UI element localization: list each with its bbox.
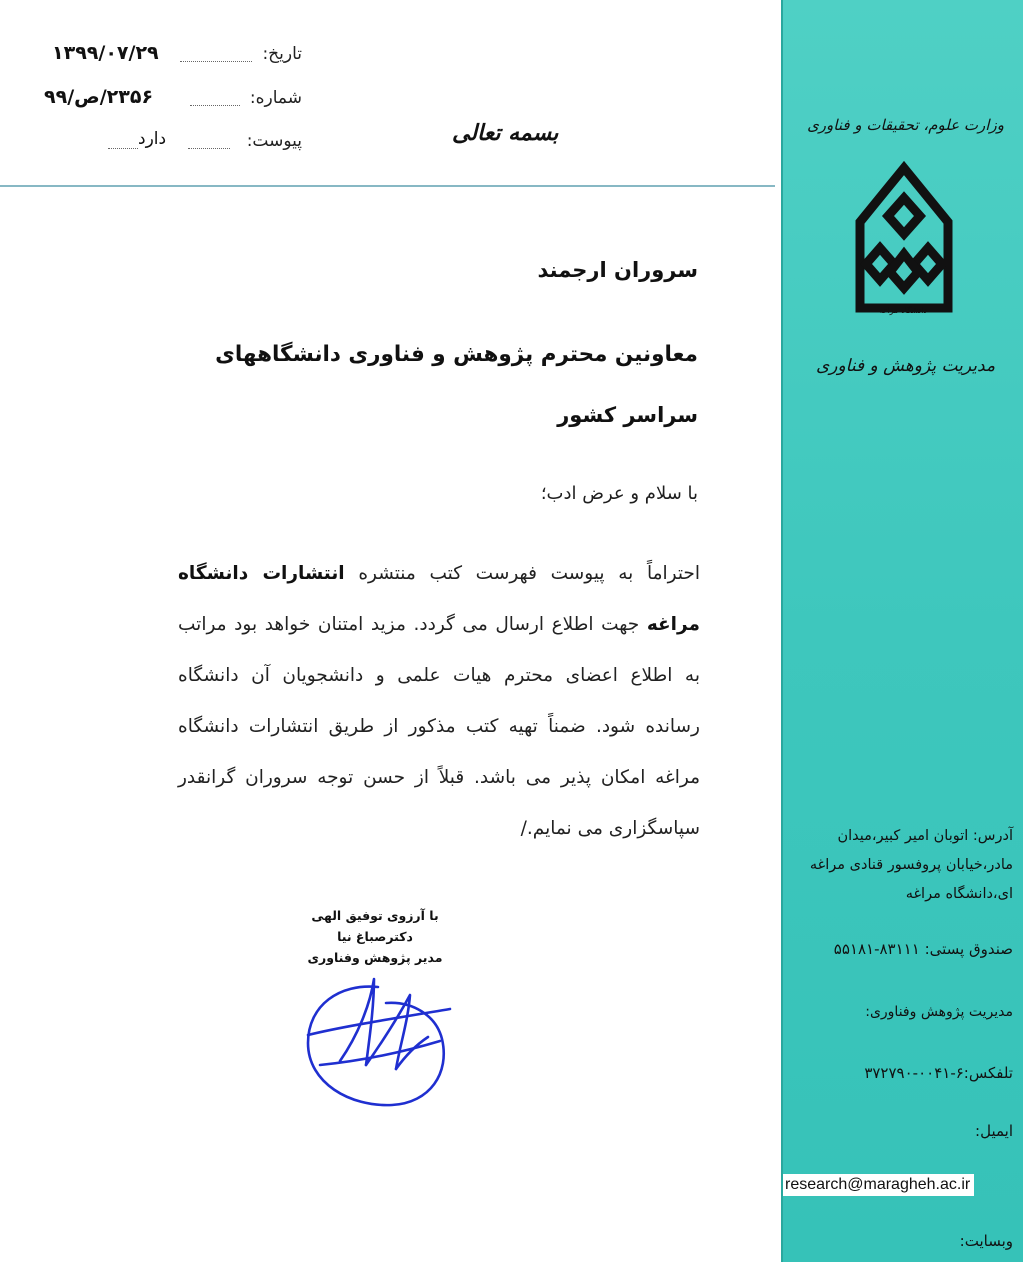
signature-block: [300, 905, 450, 968]
date-dots: [180, 61, 252, 62]
handwritten-signature: [300, 965, 460, 1115]
attachment-label: پیوست:: [246, 131, 302, 151]
header-divider: [0, 185, 775, 187]
department-name: مدیریت پژوهش و فناوری: [815, 356, 996, 376]
department-label: مدیریت پژوهش وفناوری:: [865, 1004, 1013, 1020]
university-logo-icon: [850, 158, 958, 318]
attachment-dots-1: [188, 148, 230, 149]
number-value: ۲۳۵۶/ص/۹۹: [44, 86, 154, 108]
letter-paragraph: [178, 548, 700, 854]
salutation: سروران ارجمند: [537, 258, 698, 282]
attachment-value: دارد: [138, 129, 167, 149]
addressee-line-1: معاونین محترم پژوهش و فناوری دانشگاههای: [215, 342, 698, 367]
date-value: ۱۳۹۹/۰۷/۲۹: [52, 42, 159, 64]
date-label: تاریخ:: [262, 44, 302, 64]
website-label: وبسایت:: [959, 1232, 1013, 1250]
ministry-name: وزارت علوم، تحقیقات و فناوری: [807, 116, 1004, 134]
greeting: با سلام و عرض ادب؛: [540, 483, 698, 504]
bismillah: بسمه تعالی: [452, 120, 559, 146]
signature-name: دکترصباغ نیا: [337, 929, 413, 944]
telefax: تلفکس:۶-۰۰۴۱-۳۷۲۷۹۰: [864, 1064, 1013, 1082]
attachment-dots-2: [108, 148, 138, 149]
paragraph-part-2: جهت اطلاع ارسال می گردد. مزید امتنان خواهد بود مراتب به اطلاع اعضای محترم هیات علمی و دانشجویان آن دانشگاه رسانده شود. ضمناً تهیه کتب مذکور از طریق انتشارات دانشگاه مراغه امکان پذیر می باشد. قبلاً از حسن توجه سروران گرانقدر سپاسگزاری می نمایم./: [178, 614, 700, 839]
address: آدرس: اتوبان امیر کبیر،میدان مادر،خیابان پروفسور قنادی مراغه ای،دانشگاه مراغه: [809, 828, 1013, 902]
logo-caption: دانشگاه مراغه: [878, 306, 928, 315]
number-dots: [190, 105, 240, 106]
number-label: شماره:: [249, 88, 302, 108]
meta-date-row: [40, 44, 302, 72]
signature-wish: با آرزوی توفیق الهی: [311, 908, 439, 923]
paragraph-part-1: احتراماً به پیوست فهرست کتب منتشره: [344, 563, 700, 584]
email-label: ایمیل:: [975, 1122, 1013, 1140]
email-address[interactable]: research@maragheh.ac.ir: [783, 1174, 974, 1196]
signature-title: مدیر پژوهش وفناوری: [307, 950, 443, 965]
letterhead-sidebar: [781, 0, 1023, 1262]
addressee-line-2: سراسر کشور: [557, 403, 698, 427]
meta-number-row: [40, 88, 302, 116]
publisher-name: انتشارات دانشگاه مراغه: [178, 563, 700, 635]
meta-attachment-row: [40, 131, 302, 159]
postal-box: صندوق پستی: ۸۳۱۱۱-۵۵۱۸۱: [833, 940, 1013, 958]
